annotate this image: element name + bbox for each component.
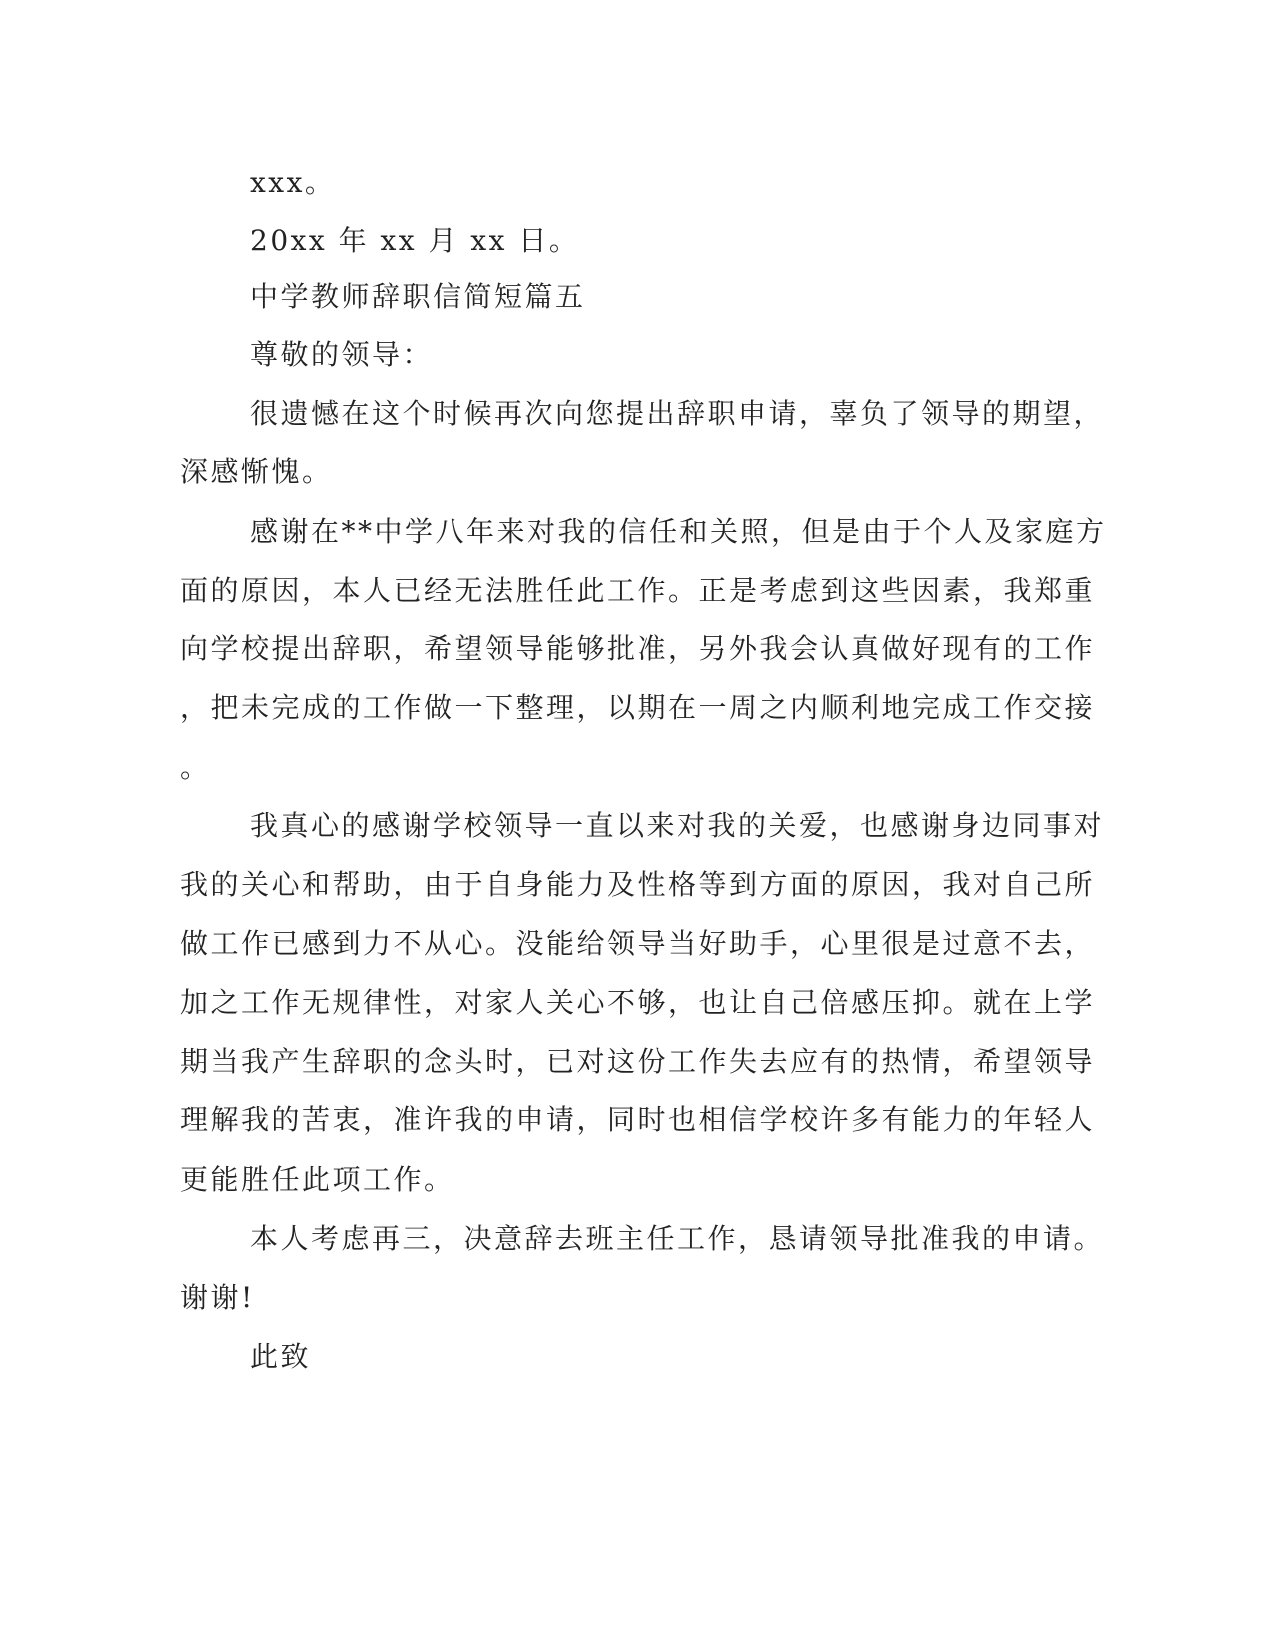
paragraph-line: ，把未完成的工作做一下整理，以期在一周之内顺利地完成工作交接 (180, 691, 1096, 724)
paragraph-line: 做工作已感到力不从心。没能给领导当好助手，心里很是过意不去， (180, 927, 1096, 960)
paragraph-line: 我真心的感谢学校领导一直以来对我的关爱，也感谢身边同事对 (250, 809, 1105, 842)
paragraph-line: 更能胜任此项工作。 (180, 1163, 455, 1196)
section-title: 中学教师辞职信简短篇五 (250, 280, 586, 313)
paragraph-line: 。 (180, 751, 211, 784)
paragraph-line: 理解我的苦衷，准许我的申请，同时也相信学校许多有能力的年轻人 (180, 1103, 1096, 1136)
paragraph-line: 向学校提出辞职，希望领导能够批准，另外我会认真做好现有的工作 (180, 632, 1096, 665)
paragraph-line: 本人考虑再三，决意辞去班主任工作，恳请领导批准我的申请。 (250, 1222, 1105, 1255)
paragraph-line: 感谢在**中学八年来对我的信任和关照，但是由于个人及家庭方 (250, 515, 1107, 548)
paragraph-line: 面的原因，本人已经无法胜任此工作。正是考虑到这些因素，我郑重 (180, 574, 1096, 607)
date-line: 20xx 年 xx 月 xx 日。 (250, 224, 580, 257)
paragraph-line: 深感惭愧。 (180, 455, 333, 488)
salutation: 尊敬的领导： (250, 338, 434, 371)
paragraph-line: 我的关心和帮助，由于自身能力及性格等到方面的原因，我对自己所 (180, 868, 1096, 901)
paragraph-line: 加之工作无规律性，对家人关心不够，也让自己倍感压抑。就在上学 (180, 986, 1096, 1019)
closing-line: 此致 (250, 1340, 312, 1373)
paragraph-line: 很遗憾在这个时候再次向您提出辞职申请，辜负了领导的期望， (250, 397, 1105, 430)
signature-line: xxx。 (250, 166, 336, 199)
paragraph-line: 期当我产生辞职的念头时，已对这份工作失去应有的热情，希望领导 (180, 1045, 1096, 1078)
paragraph-line: 谢谢! (180, 1281, 255, 1314)
